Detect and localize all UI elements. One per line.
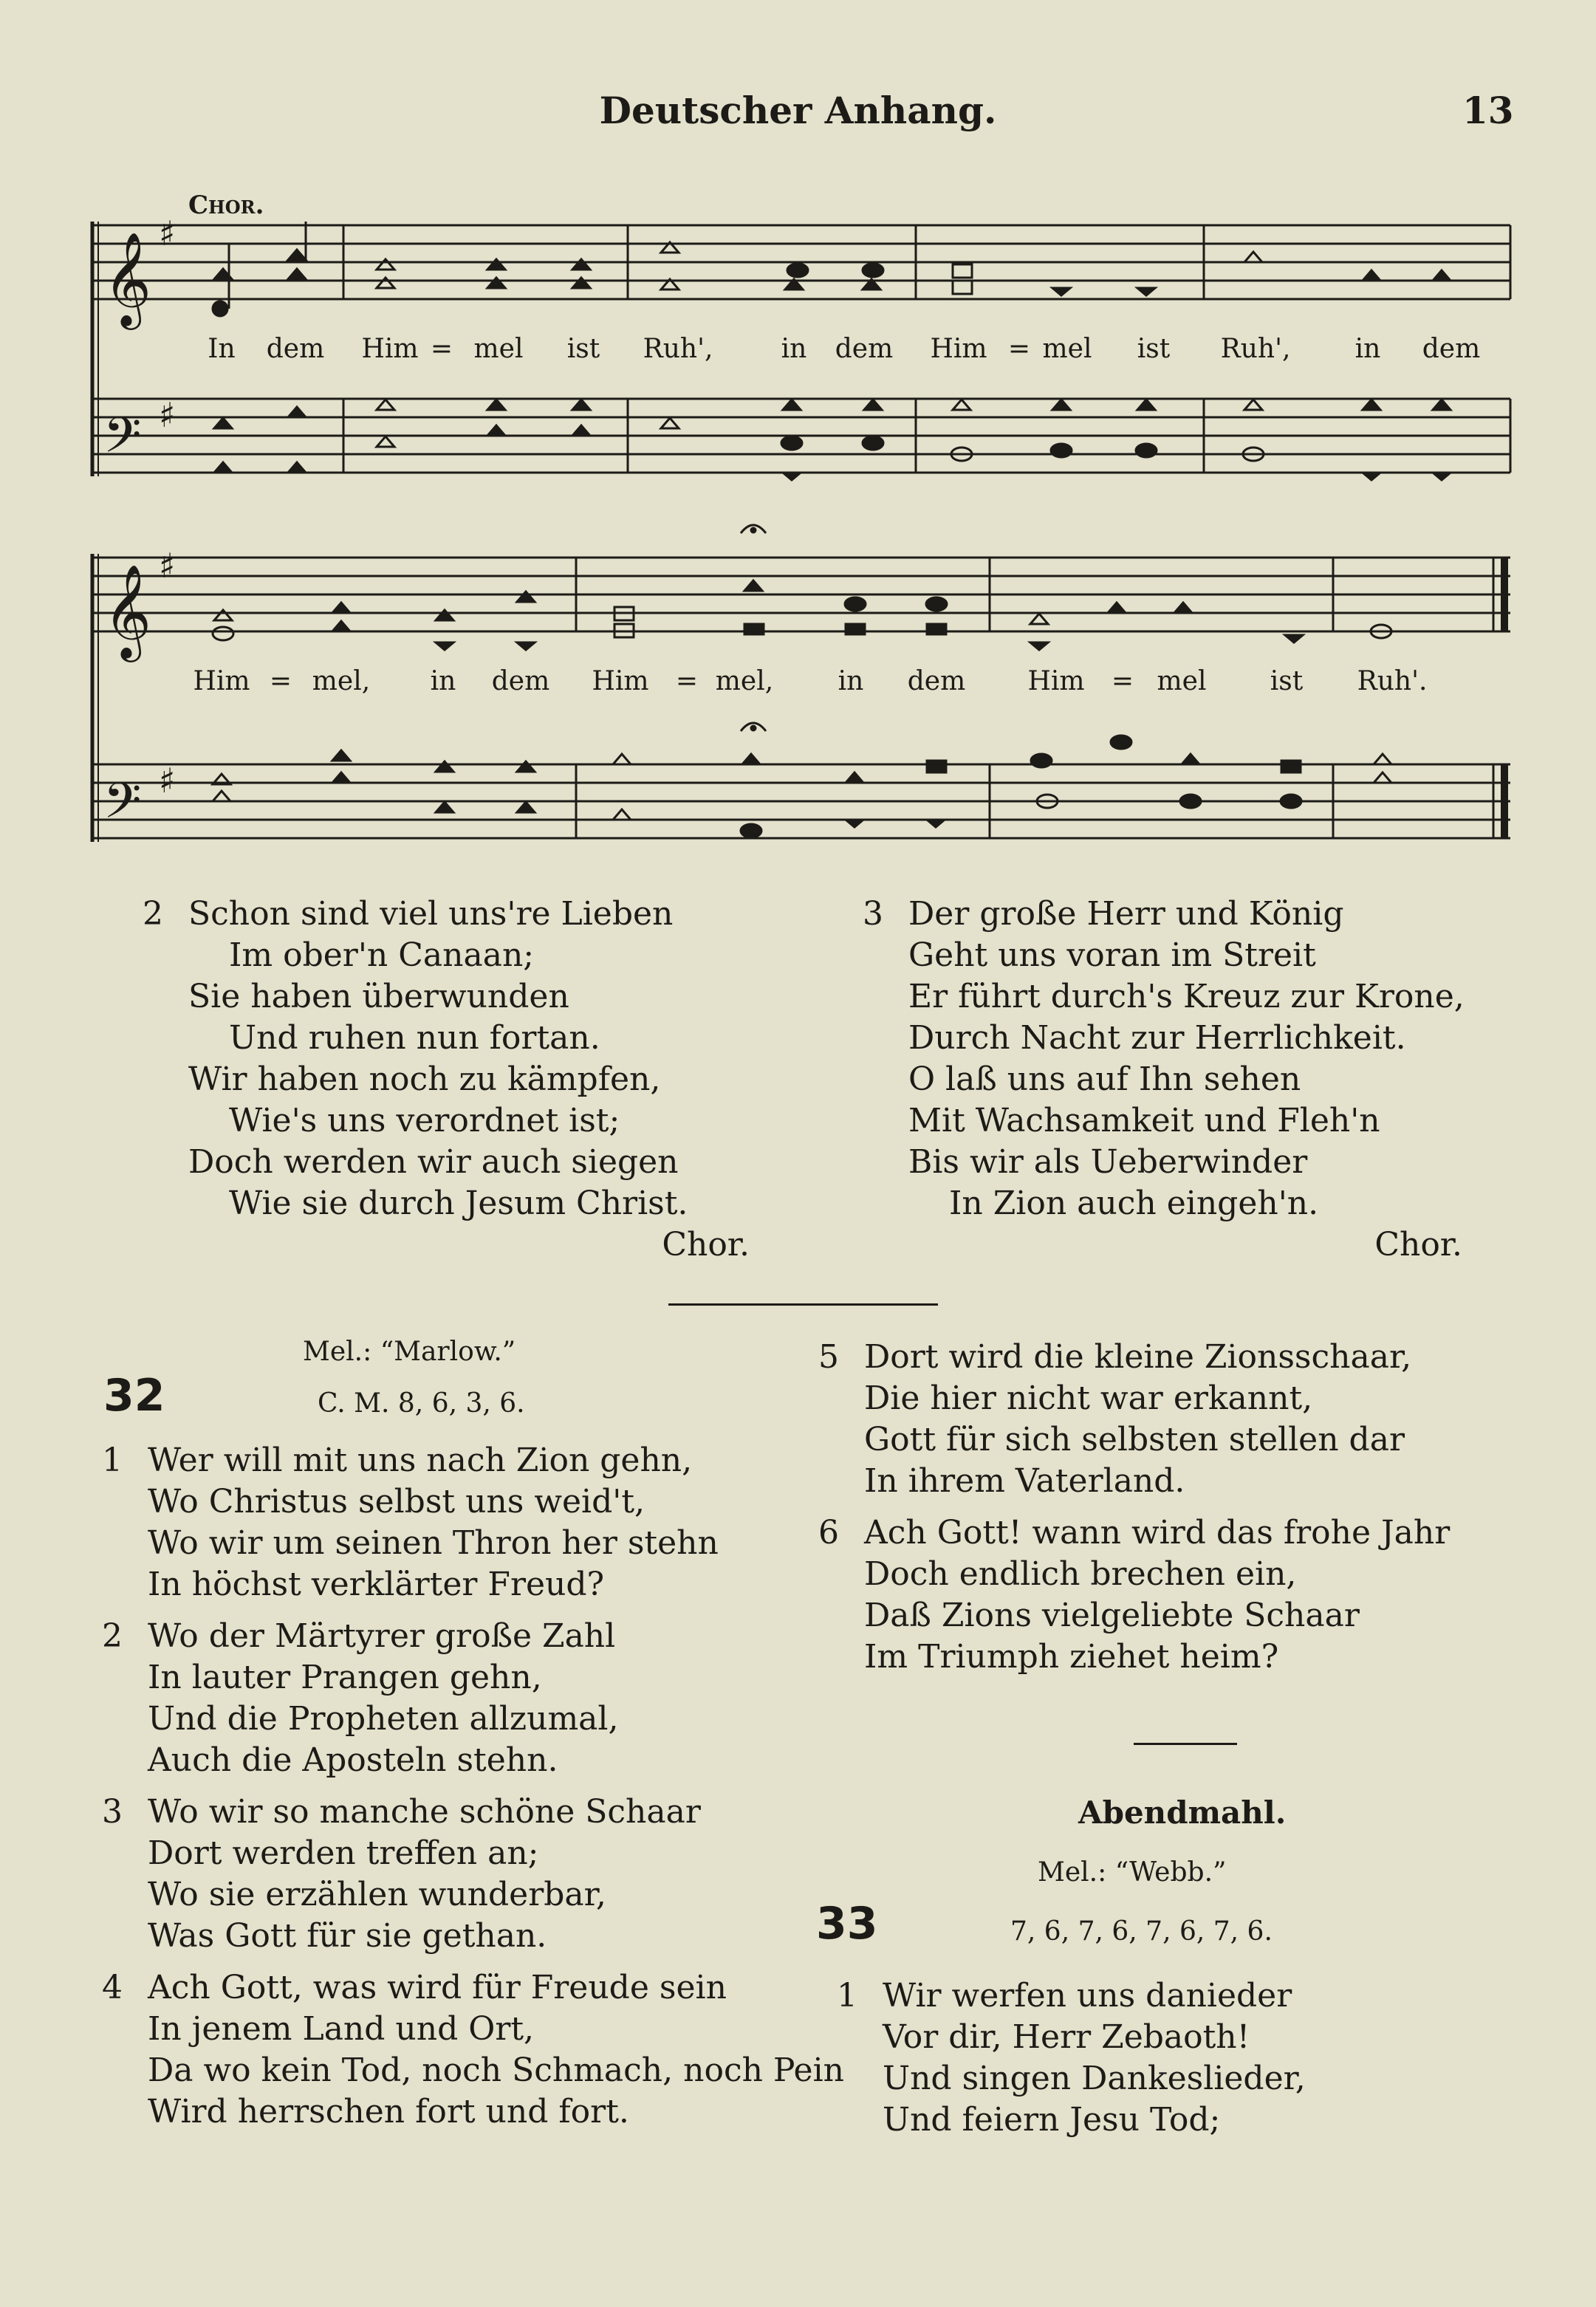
bass-clef-icon: 𝄢 bbox=[103, 407, 142, 476]
stanza-3 bbox=[864, 894, 1529, 1266]
hymn-number-33: 33 bbox=[816, 1898, 878, 1950]
verse-line: Daß Zions vielgeliebte Schaar bbox=[864, 1597, 1360, 1634]
lyric-syllable: Ruh', bbox=[643, 334, 713, 364]
hymn-32-meter: C. M. 8, 6, 3, 6. bbox=[318, 1388, 525, 1419]
lyric-syllable: dem bbox=[266, 334, 325, 364]
lyric-syllable: Him bbox=[592, 666, 649, 696]
stanza bbox=[103, 1792, 805, 1957]
verse-line: Im ober'n Canaan; bbox=[229, 936, 535, 974]
lyric-syllable: dem bbox=[1422, 334, 1481, 364]
stanza-number: 2 bbox=[143, 895, 163, 933]
stanza-number: 2 bbox=[102, 1617, 123, 1655]
treble-clef-icon: 𝄞 bbox=[103, 563, 152, 658]
stanza-number: 1 bbox=[837, 1977, 857, 2015]
stanza bbox=[102, 1967, 844, 2133]
lyric-syllable: = bbox=[1111, 666, 1134, 696]
lyric-syllable: in bbox=[430, 666, 456, 696]
chorus-marker: Chor. bbox=[662, 1226, 750, 1264]
lyric-syllable: ist bbox=[1137, 334, 1171, 364]
sharp-icon: ♯ bbox=[159, 761, 176, 801]
hymn-32-stanzas-right bbox=[820, 1337, 1558, 1678]
verse-line: Mit Wachsamkeit und Fleh'n bbox=[908, 1102, 1380, 1139]
verse-line: Doch endlich brechen ein, bbox=[864, 1555, 1297, 1593]
section-title: Abendmahl. bbox=[1078, 1794, 1287, 1831]
stanza-number: 5 bbox=[818, 1338, 839, 1376]
page-header-title: Deutscher Anhang. bbox=[599, 89, 997, 132]
lyric-syllable: = bbox=[675, 666, 699, 696]
verse-line: Wie's uns verordnet ist; bbox=[229, 1102, 620, 1139]
verse-line: Der große Herr und König bbox=[908, 895, 1344, 933]
verse-line: Dort werden treffen an; bbox=[148, 1834, 539, 1872]
lyric-syllable: mel, bbox=[312, 666, 371, 696]
stanza-2 bbox=[144, 894, 809, 1266]
lyrics-line-1 bbox=[0, 334, 1596, 371]
lyric-syllable: mel bbox=[1042, 334, 1092, 364]
verse-line: Vor dir, Herr Zebaoth! bbox=[883, 2018, 1250, 2056]
verse-line: Und singen Dankeslieder, bbox=[883, 2060, 1306, 2097]
lyric-syllable: Him bbox=[193, 666, 250, 696]
verse-line: Wird herrschen fort und fort. bbox=[148, 2093, 629, 2131]
lyric-syllable: Him bbox=[1027, 666, 1085, 696]
stanza-number: 4 bbox=[102, 1969, 123, 2006]
choir-label: Chor. bbox=[188, 191, 264, 220]
verse-line: Da wo kein Tod, noch Schmach, noch Pein bbox=[148, 2051, 844, 2089]
verse-line: Durch Nacht zur Herrlichkeit. bbox=[908, 1019, 1406, 1057]
lyric-syllable: in bbox=[838, 666, 864, 696]
verse-line: Wo wir so manche schöne Schaar bbox=[148, 1793, 701, 1831]
lyric-syllable: Him bbox=[361, 334, 419, 364]
treble-staff-2 bbox=[92, 558, 1510, 631]
chorus-marker: Chor. bbox=[1374, 1226, 1462, 1264]
lyric-syllable: in bbox=[1354, 334, 1381, 364]
lyric-syllable: = bbox=[430, 334, 453, 364]
stanza-number: 3 bbox=[863, 895, 883, 933]
verse-line: Was Gott für sie gethan. bbox=[148, 1917, 547, 1955]
verse-line: Im Triumph ziehet heim? bbox=[864, 1638, 1279, 1676]
stanza bbox=[820, 1337, 1558, 1502]
hymn-33-melody: Mel.: “Webb.” bbox=[1038, 1857, 1227, 1888]
stanza-number: 6 bbox=[818, 1514, 839, 1552]
verse-line: Ach Gott, was wird für Freude sein bbox=[148, 1969, 727, 2006]
bass-clef-icon: 𝄢 bbox=[103, 772, 142, 841]
verse-line: In ihrem Vaterland. bbox=[864, 1462, 1185, 1500]
section-divider bbox=[668, 1303, 938, 1306]
lyric-syllable: ist bbox=[1270, 666, 1304, 696]
verse-line: Er führt durch's Kreuz zur Krone, bbox=[908, 978, 1465, 1015]
verse-line: O laß uns auf Ihn sehen bbox=[908, 1060, 1301, 1098]
stanza-number: 3 bbox=[102, 1793, 123, 1831]
lyrics-line-2 bbox=[0, 666, 1596, 703]
hymn-32-melody: Mel.: “Marlow.” bbox=[303, 1337, 516, 1367]
stanza bbox=[103, 1440, 805, 1605]
verse-line: Wo wir um seinen Thron her stehn bbox=[148, 1524, 719, 1562]
sharp-icon: ♯ bbox=[159, 546, 176, 586]
hymn-number-32: 32 bbox=[103, 1370, 165, 1422]
verse-line: Und die Propheten allzumal, bbox=[148, 1700, 619, 1738]
verse-line: Auch die Aposteln stehn. bbox=[148, 1741, 558, 1779]
verse-line: In lauter Prangen gehn, bbox=[148, 1659, 542, 1696]
treble-clef-icon: 𝄞 bbox=[103, 231, 152, 326]
sharp-icon: ♯ bbox=[159, 213, 176, 253]
verse-line: Schon sind viel uns're Lieben bbox=[188, 895, 674, 933]
stanza-number: 1 bbox=[102, 1442, 123, 1479]
lyric-syllable: Ruh'. bbox=[1357, 666, 1428, 696]
verse-line: Ach Gott! wann wird das frohe Jahr bbox=[864, 1514, 1451, 1552]
page-number: 13 bbox=[1462, 89, 1514, 132]
verse-line: Die hier nicht war erkannt, bbox=[864, 1379, 1313, 1417]
verse-line: Wo sie erzählen wunderbar, bbox=[148, 1876, 606, 1913]
music-score bbox=[0, 0, 1596, 871]
lyric-syllable: mel bbox=[473, 334, 524, 364]
lyric-syllable: dem bbox=[907, 666, 966, 696]
verse-line: In Zion auch eingeh'n. bbox=[949, 1185, 1319, 1222]
stanza bbox=[838, 1975, 1562, 2141]
lyric-syllable: mel bbox=[1157, 666, 1207, 696]
verse-line: Wo Christus selbst uns weid't, bbox=[148, 1483, 645, 1521]
sharp-icon: ♯ bbox=[159, 395, 176, 435]
stanza bbox=[103, 1616, 805, 1781]
verse-line: Gott für sich selbsten stellen dar bbox=[864, 1421, 1405, 1458]
stanza bbox=[820, 1512, 1558, 1678]
lyric-syllable: dem bbox=[835, 334, 894, 364]
verse-line: Wir werfen uns danieder bbox=[883, 1977, 1292, 2015]
lyric-syllable: dem bbox=[491, 666, 550, 696]
lyric-syllable: Him bbox=[930, 334, 987, 364]
verse-line: Und feiern Jesu Tod; bbox=[883, 2101, 1221, 2139]
verse-line: Und ruhen nun fortan. bbox=[229, 1019, 600, 1057]
verse-line: In höchst verklärter Freud? bbox=[148, 1566, 605, 1603]
hymn-32-stanzas-left bbox=[102, 1440, 844, 2133]
verse-line: Sie haben überwunden bbox=[188, 978, 569, 1015]
verse-line: Bis wir als Ueberwinder bbox=[908, 1143, 1308, 1181]
hymn-33-meter: 7, 6, 7, 6, 7, 6, 7, 6. bbox=[1010, 1916, 1273, 1947]
verse-line: In jenem Land und Ort, bbox=[148, 2010, 535, 2048]
lyric-syllable: In bbox=[208, 334, 236, 364]
verse-line: Dort wird die kleine Zionsschaar, bbox=[864, 1338, 1412, 1376]
lyric-syllable: in bbox=[781, 334, 807, 364]
verse-line: Wir haben noch zu kämpfen, bbox=[188, 1060, 661, 1098]
hymn-33-stanzas bbox=[838, 1975, 1562, 2141]
lyric-syllable: = bbox=[1007, 334, 1031, 364]
lyric-syllable: Ruh', bbox=[1220, 334, 1291, 364]
lyric-syllable: = bbox=[269, 666, 292, 696]
verse-line: Wo der Märtyrer große Zahl bbox=[148, 1617, 616, 1655]
verse-line: Geht uns voran im Streit bbox=[908, 936, 1316, 974]
verse-line: Doch werden wir auch siegen bbox=[188, 1143, 679, 1181]
verse-line: Wie sie durch Jesum Christ. bbox=[229, 1185, 688, 1222]
verse-line: Wer will mit uns nach Zion gehn, bbox=[148, 1442, 693, 1479]
lyric-syllable: mel, bbox=[715, 666, 774, 696]
section-divider bbox=[1134, 1743, 1237, 1745]
lyric-syllable: ist bbox=[566, 334, 600, 364]
